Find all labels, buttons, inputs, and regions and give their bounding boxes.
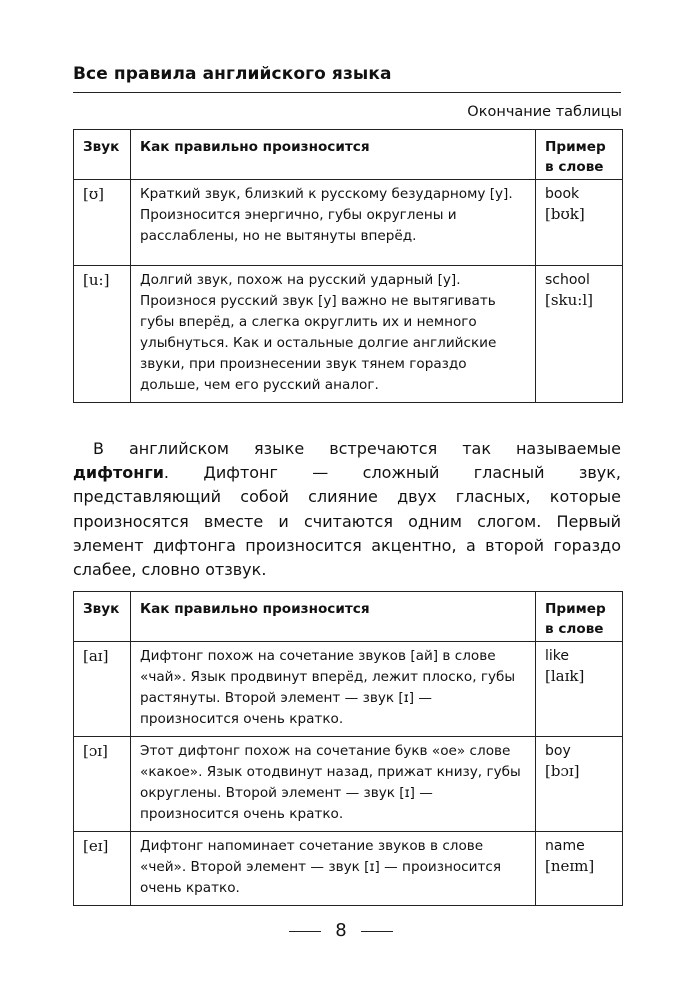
table-row bbox=[74, 180, 623, 266]
column-header-example: Пример в слове bbox=[536, 130, 623, 180]
diphthong-table bbox=[73, 591, 623, 906]
example-word: boy bbox=[545, 743, 571, 759]
example-word: book bbox=[545, 186, 580, 202]
page-footer bbox=[0, 920, 682, 941]
example-cell bbox=[536, 642, 623, 737]
sound-cell: [aɪ] bbox=[74, 642, 131, 737]
column-header-pronunciation: Как правильно произносится bbox=[131, 130, 536, 180]
header-divider bbox=[73, 92, 621, 93]
description-cell: Дифтонг напоминает сочетание звуков в слове «чей». Второй элемент — звук [ɪ] — произносится очень кратко. bbox=[131, 832, 536, 906]
example-transcription: [neɪm] bbox=[545, 857, 595, 875]
table-row bbox=[74, 832, 623, 906]
example-cell bbox=[536, 180, 623, 266]
vowel-table-continued bbox=[73, 129, 623, 403]
example-word: like bbox=[545, 648, 570, 664]
example-cell bbox=[536, 266, 623, 403]
example-cell bbox=[536, 737, 623, 832]
column-header-example: Пример в слове bbox=[536, 592, 623, 642]
description-cell: Этот дифтонг похож на сочетание букв «ое» слове «какое». Язык отодвинут назад, прижат книзу, губы округлены. Второй элемент — звук [ɪ] — произносится очень кратко. bbox=[131, 737, 536, 832]
sound-cell: [ʊ] bbox=[74, 180, 131, 266]
table-row bbox=[74, 642, 623, 737]
table-row bbox=[74, 266, 623, 403]
sound-cell: [ɔɪ] bbox=[74, 737, 131, 832]
sound-cell: [eɪ] bbox=[74, 832, 131, 906]
table-row bbox=[74, 737, 623, 832]
footer-dash-right bbox=[361, 931, 393, 932]
column-header-pronunciation: Как правильно произносится bbox=[131, 592, 536, 642]
example-word: name bbox=[545, 838, 585, 854]
example-transcription: [laɪk] bbox=[545, 667, 585, 685]
table-header-row bbox=[74, 592, 623, 642]
description-cell: Дифтонг похож на сочетание звуков [ай] в слове «чай». Язык продвинут вперёд, лежит плоско, губы растянуты. Второй элемент — звук [ɪ] — произносится очень кратко. bbox=[131, 642, 536, 737]
page-number: 8 bbox=[335, 920, 347, 941]
sound-cell: [u:] bbox=[74, 266, 131, 403]
diphthong-intro-paragraph bbox=[73, 437, 621, 582]
paragraph-term: дифтонги bbox=[73, 463, 164, 483]
table-continuation-note: Окончание таблицы bbox=[467, 104, 622, 120]
paragraph-text-start: В английском языке встречаются так называемые bbox=[93, 439, 621, 458]
description-cell: Краткий звук, близкий к русскому безударному [у]. Произносится энергично, губы округлены и расслаблены, но не вытянуты вперёд. bbox=[131, 180, 536, 266]
example-transcription: [bʊk] bbox=[545, 205, 585, 223]
running-header-title: Все правила английского языка bbox=[73, 64, 392, 84]
footer-dash-left bbox=[289, 931, 321, 932]
example-cell bbox=[536, 832, 623, 906]
table-header-row bbox=[74, 130, 623, 180]
paragraph-text-end: . Дифтонг — сложный гласный звук, представляющий собой слияние двух гласных, которые произносятся вместе и считаются одним слогом. Первый элемент дифтонга произносится акцентно, а второй гораздо слабее, словно отзвук. bbox=[73, 463, 621, 580]
example-word: school bbox=[545, 272, 590, 288]
example-transcription: [sku:l] bbox=[545, 291, 594, 309]
column-header-sound: Звук bbox=[74, 130, 131, 180]
description-cell: Долгий звук, похож на русский ударный [у]. Произнося русский звук [у] важно не вытягивать губы вперёд, а слегка округлить их и немного улыбнуться. Как и остальные долгие английские звуки, при произнесении звук тянем гораздо дольше, чем его русский аналог. bbox=[131, 266, 536, 403]
example-transcription: [bɔɪ] bbox=[545, 762, 580, 780]
column-header-sound: Звук bbox=[74, 592, 131, 642]
